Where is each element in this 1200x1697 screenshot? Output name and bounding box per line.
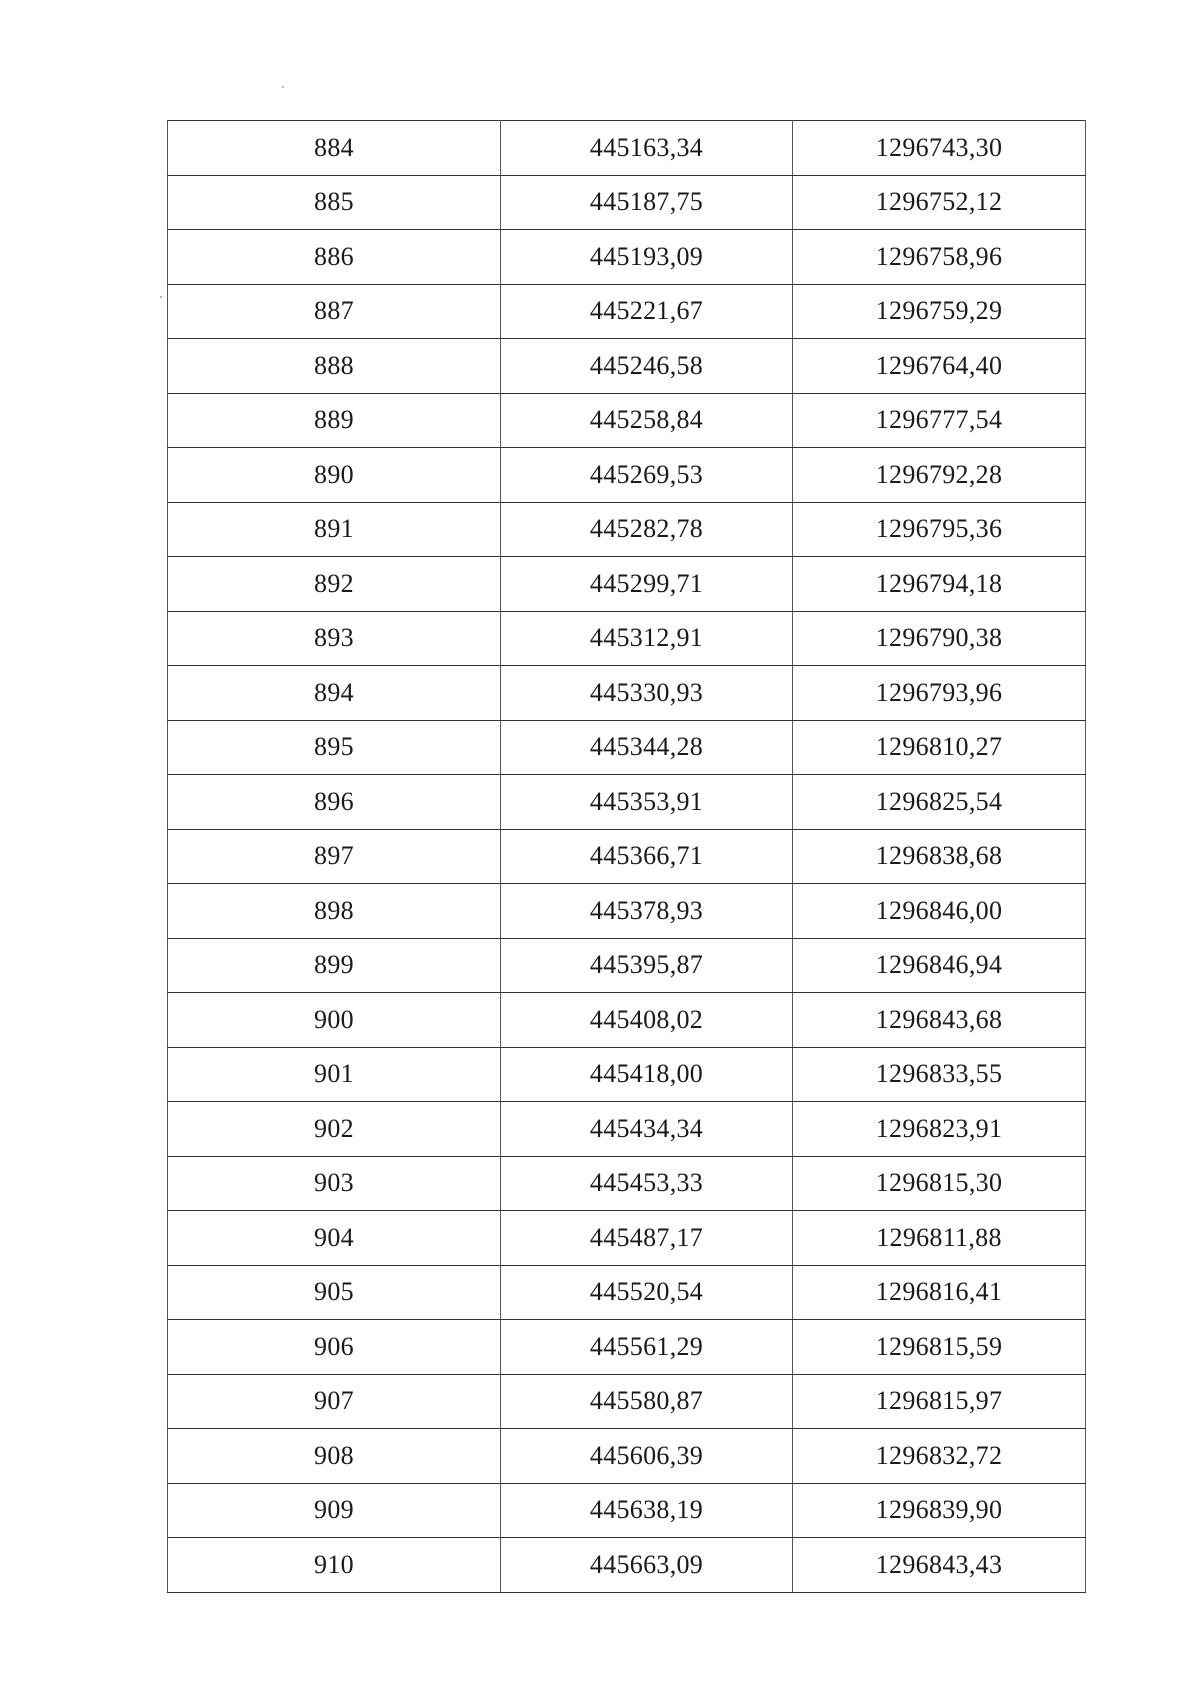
coordinates-table xyxy=(167,120,1086,1593)
table-row xyxy=(168,175,1086,230)
coordinates-table-body xyxy=(168,121,1086,1593)
point-number-cell: 902 xyxy=(168,1102,501,1157)
table-row xyxy=(168,884,1086,939)
point-number-cell: 910 xyxy=(168,1538,501,1593)
x-coordinate-cell: 445299,71 xyxy=(501,557,793,612)
y-coordinate-cell: 1296793,96 xyxy=(793,666,1086,721)
y-coordinate-cell: 1296815,59 xyxy=(793,1320,1086,1375)
x-coordinate-cell: 445187,75 xyxy=(501,175,793,230)
y-coordinate-cell: 1296846,94 xyxy=(793,938,1086,993)
y-coordinate-cell: 1296758,96 xyxy=(793,230,1086,285)
x-coordinate-cell: 445395,87 xyxy=(501,938,793,993)
point-number-cell: 885 xyxy=(168,175,501,230)
y-coordinate-cell: 1296816,41 xyxy=(793,1265,1086,1320)
y-coordinate-cell: 1296839,90 xyxy=(793,1483,1086,1538)
x-coordinate-cell: 445344,28 xyxy=(501,720,793,775)
y-coordinate-cell: 1296843,68 xyxy=(793,993,1086,1048)
point-number-cell: 907 xyxy=(168,1374,501,1429)
x-coordinate-cell: 445163,34 xyxy=(501,121,793,176)
point-number-cell: 909 xyxy=(168,1483,501,1538)
x-coordinate-cell: 445330,93 xyxy=(501,666,793,721)
y-coordinate-cell: 1296764,40 xyxy=(793,339,1086,394)
point-number-cell: 892 xyxy=(168,557,501,612)
point-number-cell: 886 xyxy=(168,230,501,285)
table-row xyxy=(168,121,1086,176)
y-coordinate-cell: 1296759,29 xyxy=(793,284,1086,339)
table-row xyxy=(168,393,1086,448)
y-coordinate-cell: 1296838,68 xyxy=(793,829,1086,884)
table-row xyxy=(168,1047,1086,1102)
table-row xyxy=(168,1429,1086,1484)
point-number-cell: 884 xyxy=(168,121,501,176)
point-number-cell: 904 xyxy=(168,1211,501,1266)
table-row xyxy=(168,1374,1086,1429)
point-number-cell: 903 xyxy=(168,1156,501,1211)
table-row xyxy=(168,448,1086,503)
point-number-cell: 888 xyxy=(168,339,501,394)
point-number-cell: 887 xyxy=(168,284,501,339)
point-number-cell: 889 xyxy=(168,393,501,448)
x-coordinate-cell: 445418,00 xyxy=(501,1047,793,1102)
y-coordinate-cell: 1296794,18 xyxy=(793,557,1086,612)
point-number-cell: 898 xyxy=(168,884,501,939)
x-coordinate-cell: 445561,29 xyxy=(501,1320,793,1375)
y-coordinate-cell: 1296810,27 xyxy=(793,720,1086,775)
table-row xyxy=(168,1211,1086,1266)
scan-speck xyxy=(282,86,284,88)
table-row xyxy=(168,1156,1086,1211)
table-row xyxy=(168,1265,1086,1320)
x-coordinate-cell: 445282,78 xyxy=(501,502,793,557)
y-coordinate-cell: 1296792,28 xyxy=(793,448,1086,503)
x-coordinate-cell: 445606,39 xyxy=(501,1429,793,1484)
y-coordinate-cell: 1296743,30 xyxy=(793,121,1086,176)
table-row xyxy=(168,1102,1086,1157)
table-row xyxy=(168,1320,1086,1375)
x-coordinate-cell: 445520,54 xyxy=(501,1265,793,1320)
x-coordinate-cell: 445246,58 xyxy=(501,339,793,394)
x-coordinate-cell: 445353,91 xyxy=(501,775,793,830)
x-coordinate-cell: 445312,91 xyxy=(501,611,793,666)
y-coordinate-cell: 1296846,00 xyxy=(793,884,1086,939)
y-coordinate-cell: 1296777,54 xyxy=(793,393,1086,448)
x-coordinate-cell: 445453,33 xyxy=(501,1156,793,1211)
y-coordinate-cell: 1296815,30 xyxy=(793,1156,1086,1211)
x-coordinate-cell: 445638,19 xyxy=(501,1483,793,1538)
x-coordinate-cell: 445434,34 xyxy=(501,1102,793,1157)
x-coordinate-cell: 445221,67 xyxy=(501,284,793,339)
point-number-cell: 896 xyxy=(168,775,501,830)
table-row xyxy=(168,775,1086,830)
point-number-cell: 897 xyxy=(168,829,501,884)
point-number-cell: 900 xyxy=(168,993,501,1048)
point-number-cell: 905 xyxy=(168,1265,501,1320)
y-coordinate-cell: 1296843,43 xyxy=(793,1538,1086,1593)
x-coordinate-cell: 445580,87 xyxy=(501,1374,793,1429)
x-coordinate-cell: 445366,71 xyxy=(501,829,793,884)
y-coordinate-cell: 1296823,91 xyxy=(793,1102,1086,1157)
scan-speck xyxy=(160,296,162,298)
x-coordinate-cell: 445663,09 xyxy=(501,1538,793,1593)
table-row xyxy=(168,284,1086,339)
table-row xyxy=(168,938,1086,993)
y-coordinate-cell: 1296752,12 xyxy=(793,175,1086,230)
y-coordinate-cell: 1296833,55 xyxy=(793,1047,1086,1102)
table-row xyxy=(168,502,1086,557)
point-number-cell: 890 xyxy=(168,448,501,503)
point-number-cell: 901 xyxy=(168,1047,501,1102)
point-number-cell: 908 xyxy=(168,1429,501,1484)
point-number-cell: 895 xyxy=(168,720,501,775)
y-coordinate-cell: 1296825,54 xyxy=(793,775,1086,830)
table-row xyxy=(168,993,1086,1048)
y-coordinate-cell: 1296811,88 xyxy=(793,1211,1086,1266)
table-row xyxy=(168,339,1086,394)
table-row xyxy=(168,720,1086,775)
y-coordinate-cell: 1296795,36 xyxy=(793,502,1086,557)
x-coordinate-cell: 445193,09 xyxy=(501,230,793,285)
table-row xyxy=(168,557,1086,612)
point-number-cell: 894 xyxy=(168,666,501,721)
point-number-cell: 893 xyxy=(168,611,501,666)
x-coordinate-cell: 445269,53 xyxy=(501,448,793,503)
x-coordinate-cell: 445378,93 xyxy=(501,884,793,939)
point-number-cell: 891 xyxy=(168,502,501,557)
point-number-cell: 906 xyxy=(168,1320,501,1375)
y-coordinate-cell: 1296815,97 xyxy=(793,1374,1086,1429)
x-coordinate-cell: 445487,17 xyxy=(501,1211,793,1266)
x-coordinate-cell: 445408,02 xyxy=(501,993,793,1048)
y-coordinate-cell: 1296790,38 xyxy=(793,611,1086,666)
table-row xyxy=(168,230,1086,285)
table-row xyxy=(168,611,1086,666)
point-number-cell: 899 xyxy=(168,938,501,993)
table-row xyxy=(168,829,1086,884)
table-row xyxy=(168,666,1086,721)
table-row xyxy=(168,1483,1086,1538)
x-coordinate-cell: 445258,84 xyxy=(501,393,793,448)
table-row xyxy=(168,1538,1086,1593)
y-coordinate-cell: 1296832,72 xyxy=(793,1429,1086,1484)
